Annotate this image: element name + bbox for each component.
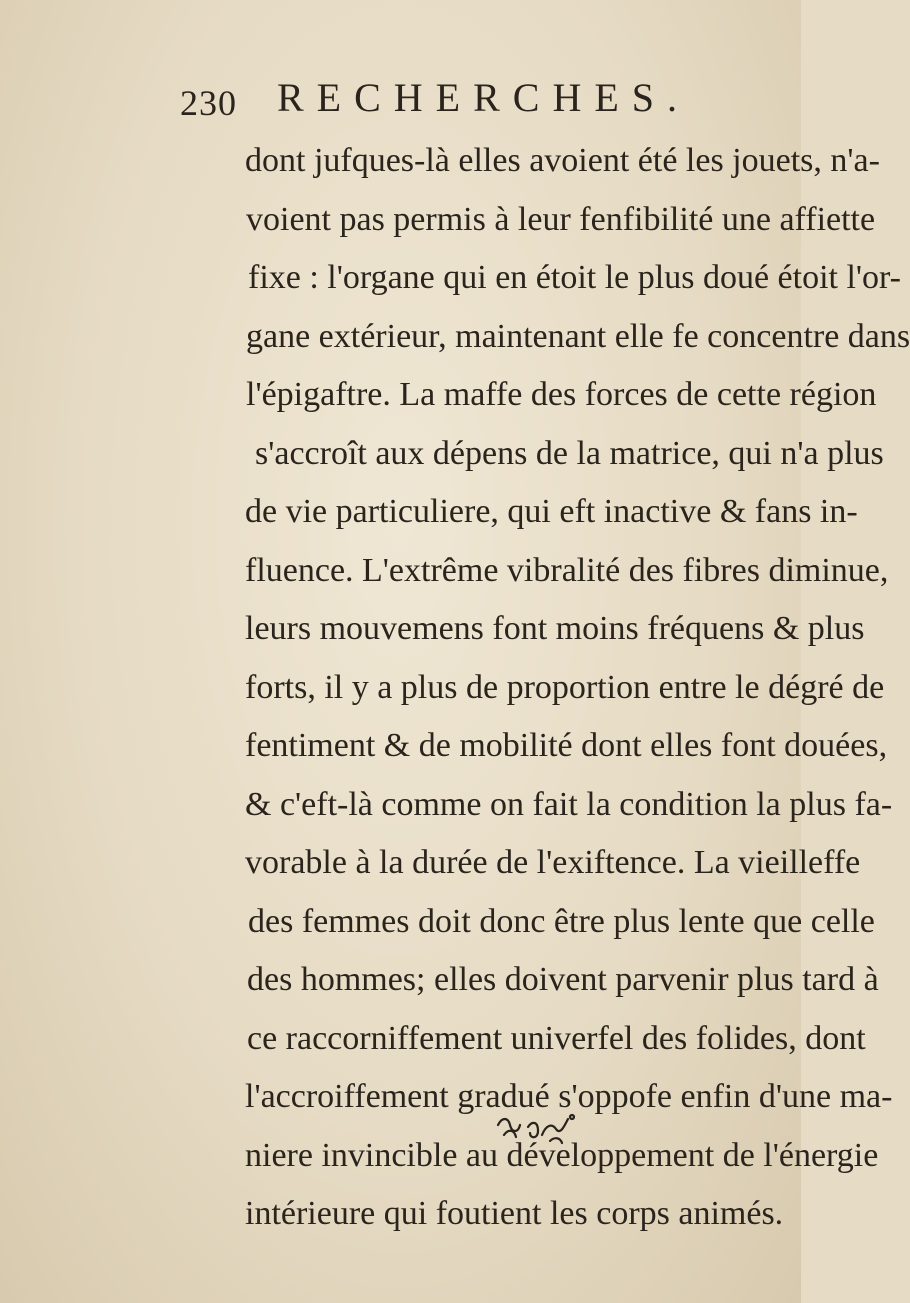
text-line: des hommes; elles doivent parvenir plus tard à (247, 961, 879, 998)
text-line: s'accroît aux dépens de la matrice, qui n'a plus (255, 434, 884, 472)
text-line: niere invincible au développement de l'énergie (245, 1136, 879, 1174)
body-text (245, 132, 910, 1244)
text-line: leurs mouvemens font moins fréquens & plus (245, 610, 865, 647)
text-line: & c'eft-là comme on fait la condition la plus fa- (245, 785, 893, 823)
text-line: fixe : l'organe qui en étoit le plus doué étoit l'or- (248, 259, 902, 296)
running-head: RECHERCHES. (277, 75, 691, 120)
text-line: fentiment & de mobilité dont elles font douées, (245, 727, 888, 764)
text-line: l'accroiffement gradué s'oppofe enfin d'une ma- (245, 1078, 893, 1115)
fleuron-icon (490, 1105, 580, 1155)
text-line: des femmes doit donc être plus lente que celle (248, 902, 875, 940)
text-line: fluence. L'extrême vibralité des fibres diminue, (245, 551, 889, 589)
text-line: ce raccorniffement univerfel des folides, dont (247, 1019, 866, 1057)
page-number: 230 (180, 83, 237, 123)
text-line: dont jufques-là elles avoient été les jouets, n'a- (245, 142, 880, 179)
text-line: intérieure qui foutient les corps animés. (245, 1195, 784, 1232)
text-line: gane extérieur, maintenant elle fe concentre dans (246, 317, 910, 355)
text-line: voient pas permis à leur fenfibilité une affiette (246, 200, 876, 238)
text-line: de vie particuliere, qui eft inactive & fans in- (245, 493, 858, 530)
text-line: vorable à la durée de l'exiftence. La vieilleffe (245, 844, 861, 881)
text-line: l'épigaftre. La maffe des forces de cette région (246, 376, 877, 413)
text-line: forts, il y a plus de proportion entre le dégré de (245, 668, 885, 706)
